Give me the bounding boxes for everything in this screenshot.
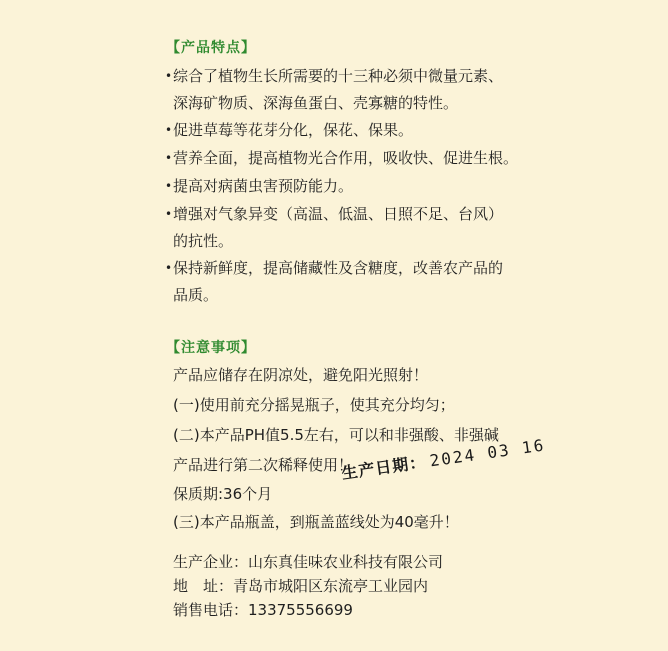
production-date-label: 生产日期：	[340, 452, 428, 483]
note-line-6: (三)本产品瓶盖，到瓶盖蓝线处为40毫升！	[173, 513, 459, 531]
feature-item-6-line-1: 保持新鲜度，提高储藏性及含糖度，改善农产品的	[173, 259, 504, 277]
feature-item-5-line-2: 的抗性。	[173, 232, 234, 250]
note-line-2: (一)使用前充分摇晃瓶子，使其充分均匀；	[173, 396, 455, 414]
producer: 生产企业：山东真佳味农业科技有限公司	[173, 553, 444, 571]
shelf-life: 保质期:36个月	[173, 485, 273, 503]
feature-item-1-line-1: 综合了植物生长所需要的十三种必须中微量元素、	[173, 67, 504, 85]
feature-item-4: 提高对病菌虫害预防能力。	[173, 177, 354, 195]
note-line-3: (二)本产品PH值5.5左右，可以和非强酸、非强碱	[173, 426, 499, 444]
features-heading: 【产品特点】	[166, 40, 256, 56]
bullet: •	[165, 123, 173, 137]
bullet: •	[165, 207, 173, 221]
notes-heading: 【注意事项】	[166, 340, 256, 356]
bullet: •	[165, 69, 173, 83]
production-date-value: 2024 03 16	[428, 435, 547, 471]
feature-item-5-line-1: 增强对气象异变（高温、低温、日照不足、台风）	[173, 205, 504, 223]
bullet: •	[165, 179, 173, 193]
feature-item-6-line-2: 品质。	[173, 286, 219, 304]
address: 地 址：青岛市城阳区东流亭工业园内	[173, 577, 429, 595]
note-line-1: 产品应储存在阴凉处，避免阳光照射！	[173, 366, 429, 384]
feature-item-2: 促进草莓等花芽分化，保花、保果。	[173, 121, 414, 139]
feature-item-1-line-2: 深海矿物质、深海鱼蛋白、壳寡糖的特性。	[173, 94, 459, 112]
bullet: •	[165, 261, 173, 275]
feature-item-3: 营养全面，提高植物光合作用，吸收快、促进生根。	[173, 149, 519, 167]
bullet: •	[165, 151, 173, 165]
sales-phone: 销售电话：13375556699	[173, 601, 353, 619]
note-line-4: 产品进行第二次稀释使用！	[173, 456, 354, 474]
